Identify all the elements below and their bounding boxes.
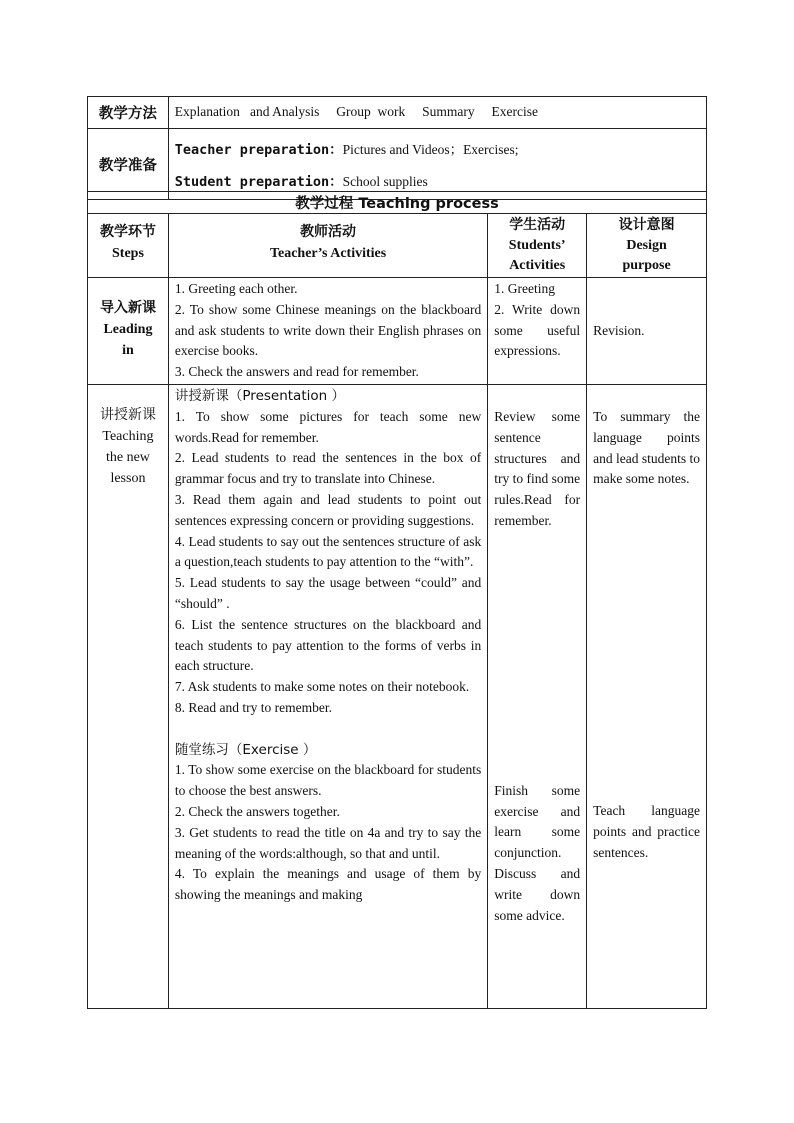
design-exercise: Teach language points and practice sentences.	[593, 803, 700, 860]
list-item: 3. Read them again and lead students to point out sentences expressing concern or providing suggestions.	[174, 491, 482, 528]
list-item: 1. Greeting each other.	[174, 281, 298, 296]
leading-teacher-activities	[168, 278, 487, 385]
col-student: 学生活动 Students’ Activities	[488, 214, 587, 278]
col-steps: 教学环节 Steps	[88, 214, 169, 278]
teaching-student-activities	[488, 384, 587, 1008]
col-design: 设计意图 Design purpose	[587, 214, 707, 278]
method-value: Explanation and Analysis Group work Summary Exercise	[168, 97, 706, 129]
list-item: 2. Lead students to read the sentences in the box of grammar focus and try to translate into Chinese.	[174, 450, 482, 487]
list-item: 3. Check the answers and read for remember.	[174, 364, 419, 380]
process-title: 教学过程 Teaching process	[88, 192, 707, 214]
list-item: 1. To show some pictures for teach some new words.Read for remember.	[174, 408, 482, 445]
exercise-title: 随堂练习（Exercise ）	[174, 741, 317, 758]
prep-label: 教学准备	[88, 129, 169, 200]
student-exercise: Finish some exercise and learn some conjunction. Discuss and write down some advice.	[494, 782, 581, 923]
student-prep-label: Student preparation：	[174, 174, 343, 190]
list-item: 3. Get students to read the title on 4a and try to say the meaning of the words:although, so that and until.	[174, 824, 482, 861]
list-item: 1. Greeting	[494, 281, 555, 296]
teaching-design-purpose	[587, 384, 707, 1008]
spacer	[175, 719, 481, 740]
teacher-prep-label: Teacher preparation：	[174, 142, 343, 158]
list-item: 8. Read and try to remember.	[174, 699, 332, 715]
process-table	[87, 191, 707, 1009]
step-leading-in: 导入新课 Leading in	[88, 278, 169, 385]
leading-student-activities	[488, 278, 587, 385]
list-item: 2. Check the answers together.	[174, 803, 340, 819]
list-item: 7. Ask students to make some notes on their notebook.	[174, 679, 470, 695]
list-item: 4. To explain the meanings and usage of them by showing the meanings and making	[174, 866, 482, 903]
row-teaching	[88, 384, 707, 1008]
teacher-prep-line	[175, 134, 700, 166]
student-prep-value: School supplies	[342, 174, 428, 189]
leading-design-purpose: Revision.	[587, 278, 707, 385]
prep-cell	[168, 129, 706, 200]
col-teacher: 教师活动 Teacher’s Activities	[168, 214, 487, 278]
list-item: 5. Lead students to say the usage between “could” and “should” .	[174, 575, 482, 611]
row-leading-in	[88, 278, 707, 385]
list-item: 6. List the sentence structures on the blackboard and teach students to pay attention to the forms of verbs in each structure.	[174, 616, 482, 674]
student-presentation: Review some sentence structures and try to find some rules.Read for remember.	[494, 408, 581, 528]
step-teaching: 讲授新课 Teaching the new lesson	[88, 384, 169, 1008]
teaching-teacher-activities	[168, 384, 487, 1008]
presentation-title: 讲授新课（Presentation ）	[174, 387, 345, 404]
list-item: 4. Lead students to say out the sentences structure of ask a question,teach students to pay attention to the “with”.	[174, 533, 482, 570]
list-item: 2. To show some Chinese meanings on the blackboard and ask students to write down their English phrases on exercise books.	[174, 301, 482, 359]
header-table	[87, 96, 707, 200]
list-item: 2. Write down some useful expressions.	[494, 301, 581, 359]
method-label: 教学方法	[88, 97, 169, 129]
list-item: 1. To show some exercise on the blackboard for students to choose the best answers.	[174, 762, 482, 799]
teacher-prep-value: Pictures and Videos；Exercises;	[342, 142, 519, 157]
design-presentation: To summary the language points and lead students to make some notes.	[593, 408, 701, 487]
